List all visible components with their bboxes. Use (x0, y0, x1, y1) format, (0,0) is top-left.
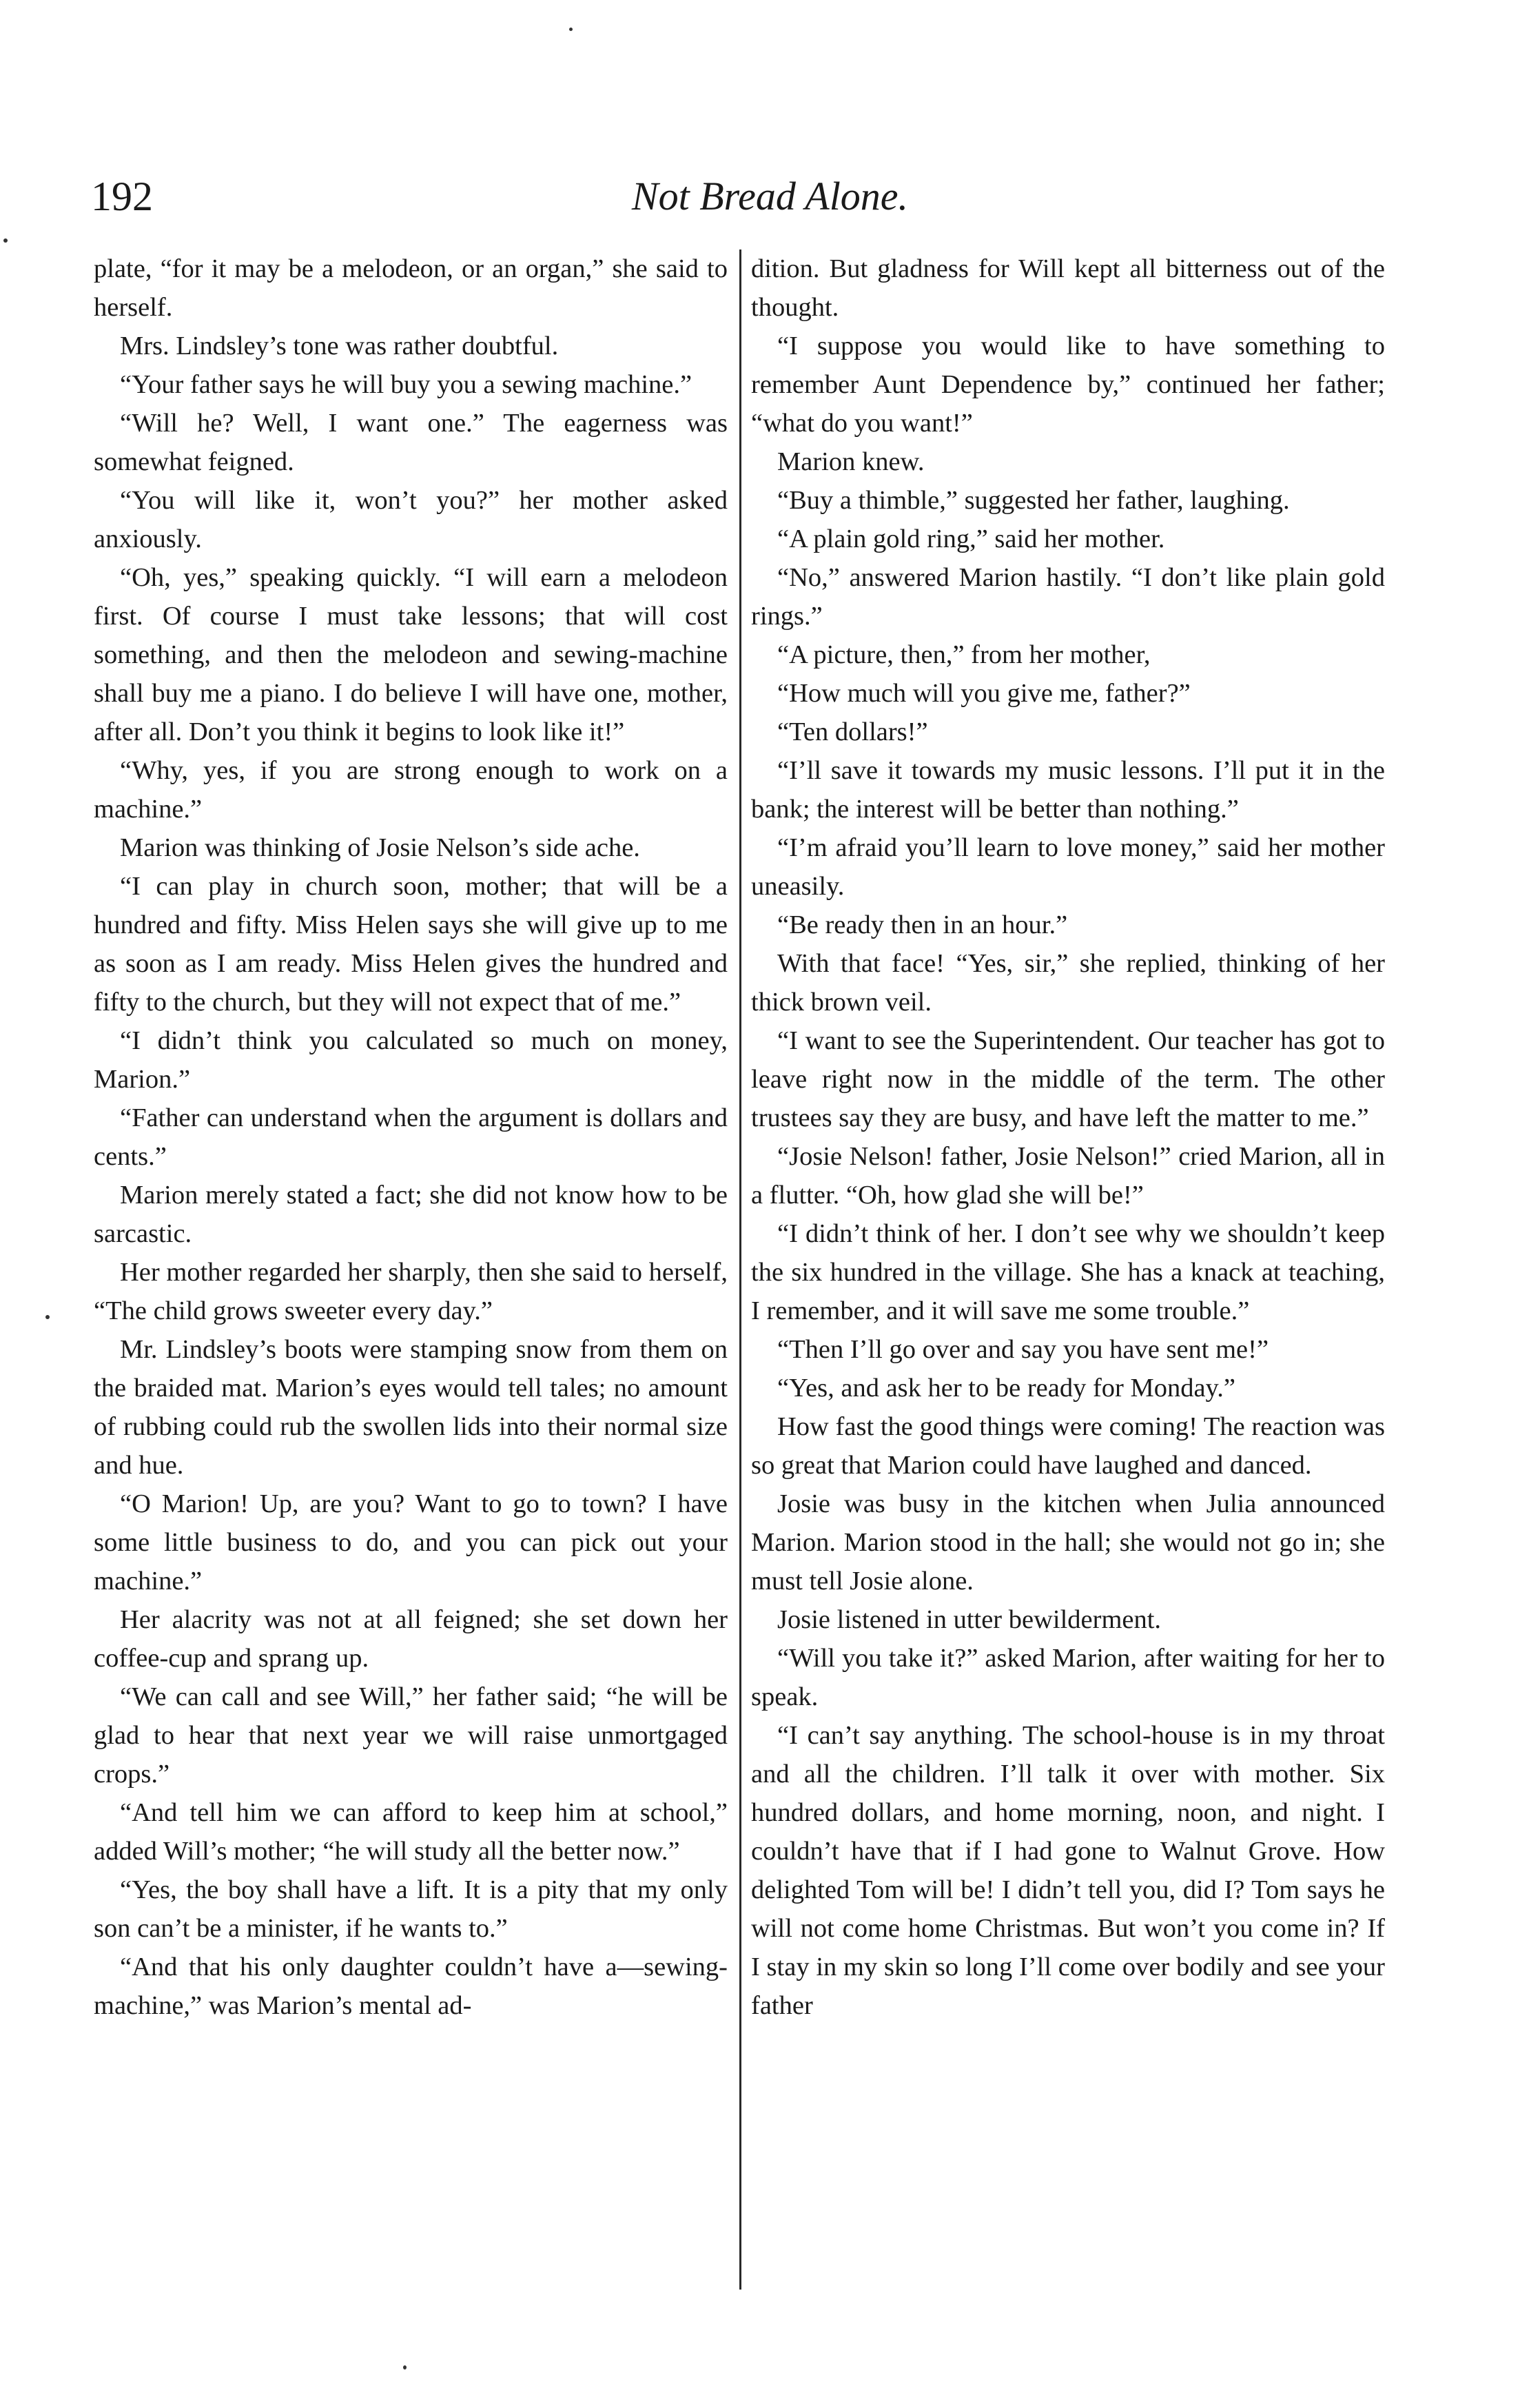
paragraph: “I didn’t think of her. I don’t see why we shouldn’t keep the six hundred in the village. She has a knack at teaching, I remember, and it will save me some trouble.” (751, 1219, 1385, 1325)
paragraph: “How much will you give me, father?” (777, 679, 1191, 708)
paragraph: “And tell him we can afford to keep him at school,” added Will’s mother; “he will study all the better now.” (94, 1798, 728, 1866)
running-title: Not Bread Alone. (631, 174, 909, 218)
scan-speck (3, 238, 8, 243)
paragraph: Marion was thinking of Josie Nelson’s side ache. (120, 833, 640, 862)
paragraph: “No,” answered Marion hastily. “I don’t like plain gold rings.” (751, 563, 1385, 631)
paragraph: “Your father says he will buy you a sewing machine.” (120, 370, 692, 399)
paragraph: Marion merely stated a fact; she did not know how to be sarcastic. (94, 1181, 728, 1248)
paragraph: “A plain gold ring,” said her mother. (777, 524, 1165, 553)
paragraph: “Buy a thimble,” suggested her father, laughing. (777, 486, 1290, 515)
scan-speck (403, 2365, 407, 2369)
paragraph: Her mother regarded her sharply, then she said to herself, “The child grows sweeter every day.” (94, 1258, 728, 1325)
paragraph: “Yes, the boy shall have a lift. It is a pity that my only son can’t be a minister, if he wants to.” (94, 1875, 728, 1943)
paragraph: “And that his only daughter couldn’t have a—sewing-machine,” was Marion’s mental ad- (94, 1953, 728, 2020)
scan-speck (45, 1315, 50, 1319)
paragraph: “Will he? Well, I want one.” The eagerness was somewhat feigned. (94, 409, 728, 476)
left-text-column (94, 249, 728, 2025)
scan-speck (569, 28, 573, 31)
paragraph: How fast the good things were coming! The reaction was so great that Marion could have laughed and danced. (751, 1412, 1385, 1480)
column-divider (739, 249, 741, 2290)
paragraph: Josie listened in utter bewilderment. (777, 1605, 1162, 1634)
paragraph: “Josie Nelson! father, Josie Nelson!” cried Marion, all in a flutter. “Oh, how glad she will be!” (751, 1142, 1385, 1210)
paragraph: “O Marion! Up, are you? Want to go to town? I have some little business to do, and you can pick out your machine.” (94, 1489, 728, 1596)
paragraph: “Be ready then in an hour.” (777, 910, 1068, 939)
paragraph: Mrs. Lindsley’s tone was rather doubtful. (120, 332, 559, 360)
paragraph: Mr. Lindsley’s boots were stamping snow from them on the braided mat. Marion’s eyes would tell tales; no amount of rubbing could rub the swollen lids into their normal size and hue. (94, 1335, 728, 1480)
paragraph: “Ten dollars!” (777, 717, 928, 746)
paragraph: “I suppose you would like to have something to remember Aunt Dependence by,” continued her father; “what do you want!” (751, 332, 1385, 438)
paragraph: “A picture, then,” from her mother, (777, 640, 1151, 669)
paragraph: “Then I’ll go over and say you have sent me!” (777, 1335, 1269, 1364)
paragraph: “I didn’t think you calculated so much on money, Marion.” (94, 1026, 728, 1094)
paragraph: “We can call and see Will,” her father said; “he will be glad to hear that next year we will raise unmortgaged crops.” (94, 1682, 728, 1788)
paragraph: “I want to see the Superintendent. Our teacher has got to leave right now in the middle of the term. The other trustees say they are busy, and have left the matter to me.” (751, 1026, 1385, 1132)
paragraph: “Father can understand when the argument is dollars and cents.” (94, 1103, 728, 1171)
paragraph: “I can play in church soon, mother; that will be a hundred and fifty. Miss Helen says she will give up to me as soon as I am ready. Miss Helen gives the hundred and fifty to the church, but they will not expect that of me.” (94, 872, 728, 1017)
paragraph: “You will like it, won’t you?” her mother asked anxiously. (94, 486, 728, 553)
right-text-column (751, 249, 1385, 2025)
paragraph: dition. But gladness for Will kept all bitterness out of the thought. (751, 254, 1385, 322)
paragraph: Marion knew. (777, 447, 925, 476)
paragraph: “I’m afraid you’ll learn to love money,” said her mother uneasily. (751, 833, 1385, 901)
paragraph: With that face! “Yes, sir,” she replied, thinking of her thick brown veil. (751, 949, 1385, 1017)
paragraph: “Oh, yes,” speaking quickly. “I will earn a melodeon first. Of course I must take lessons; that will cost something, and then the melodeon and sewing-machine shall buy me a piano. I do believe I will have one, mother, after all. Don’t you think it begins to look like it!” (94, 563, 728, 746)
paragraph: Josie was busy in the kitchen when Julia announced Marion. Marion stood in the hall; she would not go in; she must tell Josie alone. (751, 1489, 1385, 1596)
paragraph: “Yes, and ask her to be ready for Monday.” (777, 1374, 1236, 1403)
page-number: 192 (91, 174, 153, 219)
paragraph: Her alacrity was not at all feigned; she set down her coffee-cup and sprang up. (94, 1605, 728, 1673)
paragraph: “Why, yes, if you are strong enough to work on a machine.” (94, 756, 728, 824)
paragraph: plate, “for it may be a melodeon, or an organ,” she said to herself. (94, 254, 728, 322)
paragraph: “I’ll save it towards my music lessons. I’ll put it in the bank; the interest will be better than nothing.” (751, 756, 1385, 824)
paragraph: “Will you take it?” asked Marion, after waiting for her to speak. (751, 1644, 1385, 1711)
paragraph: “I can’t say anything. The school-house is in my throat and all the children. I’ll talk it over with mother. Six hundred dollars, and home morning, noon, and night. I couldn’t have that if I had gone to Walnut Grove. How delighted Tom will be! I didn’t tell you, did I? Tom says he will not come home Christmas. But won’t you come in? If I stay in my skin so long I’ll come over bodily and see your father (751, 1721, 1385, 2020)
